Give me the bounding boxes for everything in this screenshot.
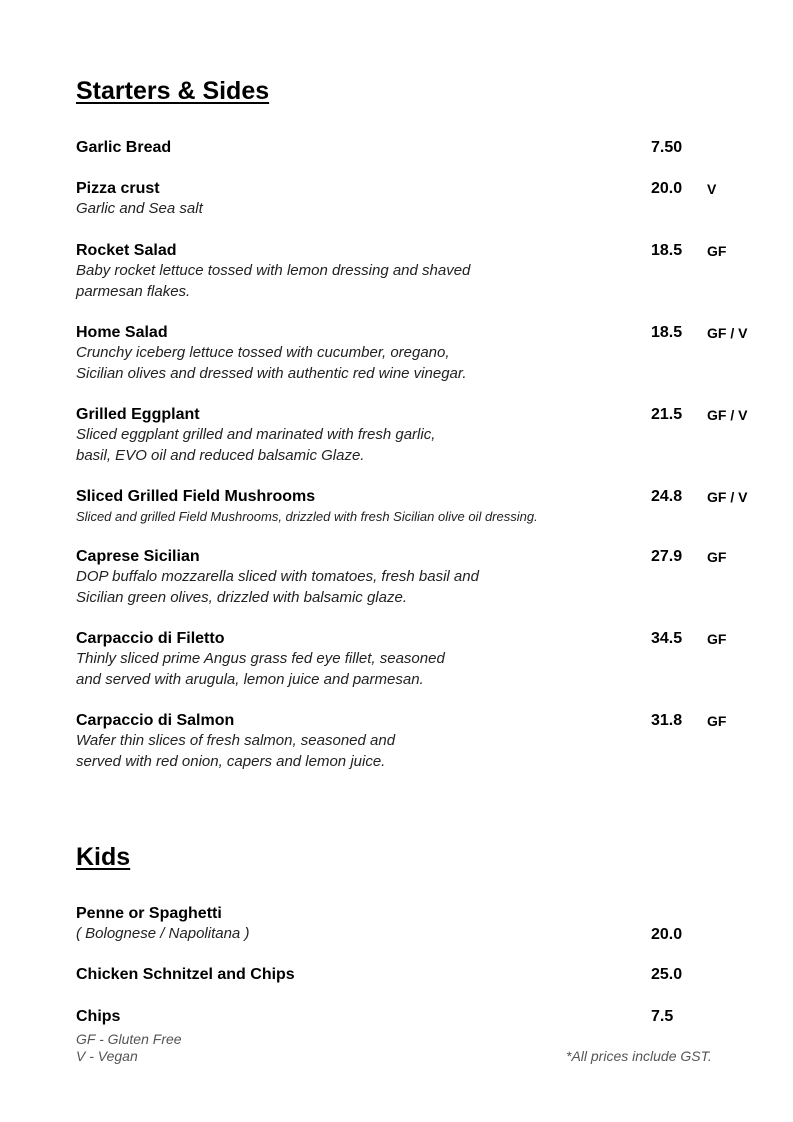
item-description: and served with arugula, lemon juice and parmesan. [76, 670, 424, 688]
item-price: 24.8 [651, 488, 683, 505]
item-description: Baby rocket lettuce tossed with lemon dressing and shaved [76, 262, 471, 279]
legend-vegan: V - Vegan [76, 1048, 138, 1064]
item-description: Wafer thin slices of fresh salmon, seasoned and [76, 732, 396, 749]
item-description: parmesan flakes. [76, 282, 191, 300]
item-name: Carpaccio di Salmon [76, 712, 235, 729]
item-dietary-tag: GF [707, 549, 727, 565]
item-description: Thinly sliced prime Angus grass fed eye fillet, seasoned [76, 650, 445, 667]
item-name: Pizza crust [76, 180, 160, 197]
item-description: Garlic and Sea salt [76, 200, 203, 217]
item-description: Sicilian olives and dressed with authentic red wine vinegar. [76, 364, 467, 382]
menu-item-grilled-eggplant [76, 405, 776, 466]
item-price: 20.0 [651, 926, 683, 943]
item-name: Carpaccio di Filetto [76, 630, 225, 647]
item-description: DOP buffalo mozzarella sliced with tomatoes, fresh basil and [76, 568, 479, 585]
menu-item-carpaccio-filetto [76, 629, 776, 690]
item-name: Garlic Bread [76, 139, 172, 156]
item-price: 7.5 [651, 1008, 674, 1025]
item-name: Home Salad [76, 324, 168, 341]
item-description: served with red onion, capers and lemon juice. [76, 752, 386, 770]
item-description: basil, EVO oil and reduced balsamic Glaze. [76, 446, 365, 464]
item-description: Sicilian green olives, drizzled with balsamic glaze. [76, 588, 407, 606]
item-price: 18.5 [651, 324, 683, 341]
item-name: Grilled Eggplant [76, 406, 200, 423]
menu-item-carpaccio-salmon [76, 711, 776, 772]
item-price: 18.5 [651, 242, 683, 259]
item-dietary-tag: GF / V [707, 489, 748, 505]
item-price: 27.9 [651, 548, 683, 565]
item-dietary-tag: GF / V [707, 325, 748, 341]
legend-gluten-free: GF - Gluten Free [76, 1031, 182, 1047]
item-description: Crunchy iceberg lettuce tossed with cucumber, oregano, [76, 344, 450, 361]
item-name: Chips [76, 1008, 121, 1025]
item-dietary-tag: GF [707, 243, 727, 259]
item-name: Penne or Spaghetti [76, 905, 222, 922]
item-dietary-tag: V [707, 181, 717, 197]
gst-note: *All prices include GST. [566, 1048, 712, 1064]
item-dietary-tag: GF [707, 713, 727, 729]
item-price: 7.50 [651, 139, 683, 156]
item-dietary-tag: GF / V [707, 407, 748, 423]
item-description: Sliced and grilled Field Mushrooms, drizzled with fresh Sicilian olive oil dressing. [76, 509, 538, 524]
item-price: 34.5 [651, 630, 683, 647]
menu-item-rocket-salad [76, 241, 776, 302]
item-name: Chicken Schnitzel and Chips [76, 966, 295, 983]
item-dietary-tag: GF [707, 631, 727, 647]
item-price: 20.0 [651, 180, 683, 197]
item-name: Caprese Sicilian [76, 548, 200, 565]
kids-heading: Kids [76, 843, 131, 871]
item-description: Sliced eggplant grilled and marinated with fresh garlic, [76, 426, 436, 443]
menu-item-field-mushrooms [76, 487, 776, 527]
item-name: Rocket Salad [76, 242, 177, 259]
starters-heading: Starters & Sides [76, 77, 270, 105]
menu-item-home-salad [76, 323, 776, 384]
item-price: 21.5 [651, 406, 683, 423]
menu-item-pizza-crust [76, 179, 776, 220]
item-name: Sliced Grilled Field Mushrooms [76, 488, 316, 505]
item-price: 25.0 [651, 966, 683, 983]
menu-item-garlic-bread [76, 138, 776, 158]
item-description: ( Bolognese / Napolitana ) [76, 925, 250, 942]
menu-item-caprese-sicilian [76, 547, 776, 608]
item-price: 31.8 [651, 712, 683, 729]
